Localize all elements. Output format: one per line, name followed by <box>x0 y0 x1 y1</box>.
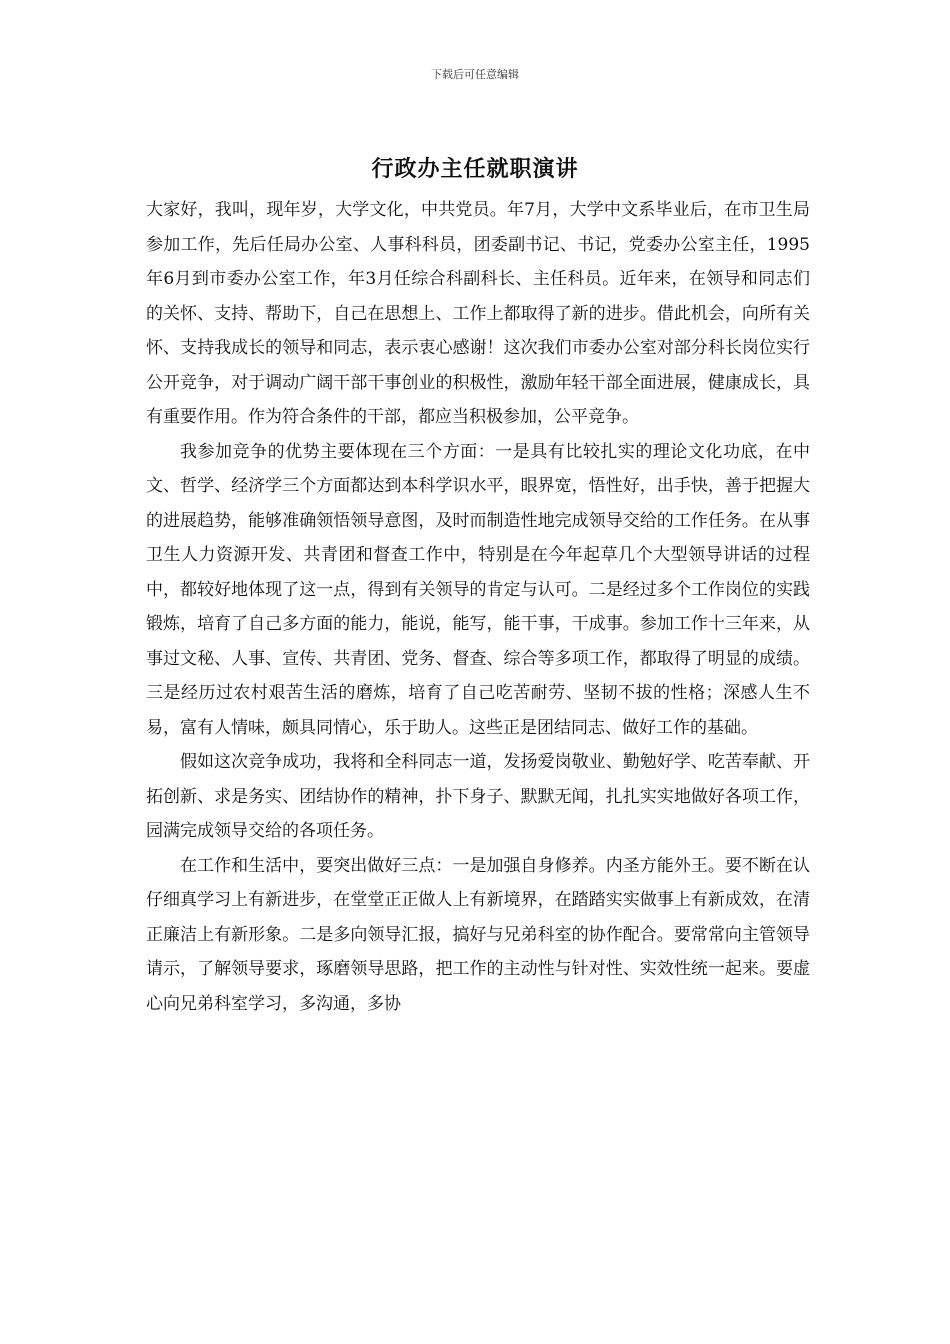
paragraph-intro: 大家好，我叫，现年岁，大学文化，中共党员。年7月，大学中文系毕业后，在市卫生局参加工作，先后任局办公室、人事科科员，团委副书记、书记，党委办公室主任，1995年6月到市委办公室工作，年3月任综合科副科长、主任科员。近年来，在领导和同志们的关怀、支持、帮助下，自己在思想上、工作上都取得了新的进步。借此机会，向所有关怀、支持我成长的领导和同志，表示衷心感谢！这次我们市委办公室对部分科长岗位实行公开竞争，对于调动广阔干部干事创业的积极性，激励年轻干部全面进展，健康成长，具有重要作用。作为符合条件的干部，都应当积极参加，公平竞争。 <box>146 200 810 427</box>
header-note: 下载后可任意编辑 <box>431 68 519 81</box>
paragraph-commitment: 假如这次竞争成功，我将和全科同志一道，发扬爱岗敬业、勤勉好学、吃苦奉献、开拓创新、求是务实、团结协作的精神，扑下身子、默默无闻，扎扎实实地做好各项工作，园满完成领导交给的各项任务。 <box>146 752 810 841</box>
document-body <box>146 193 810 1021</box>
paragraph-work-plan: 在工作和生活中，要突出做好三点：一是加强自身修养。内圣方能外王。要不断在认仔细真学习上有新进步，在堂堂正正做人上有新境界，在踏踏实实做事上有新成效，在清正廉洁上有新形象。二是多向领导汇报，搞好与兄弟科室的协作配合。要常常向主管领导请示，了解领导要求，琢磨领导思路，把工作的主动性与针对性、实效性统一起来。要虚心向兄弟科室学习，多沟通，多协 <box>146 855 810 1014</box>
document-title: 行政办主任就职演讲 <box>371 157 579 182</box>
paragraph-advantages: 我参加竞争的优势主要体现在三个方面：一是具有比较扎实的理论文化功底，在中文、哲学、经济学三个方面都达到本科学识水平，眼界宽，悟性好，出手快，善于把握大的进展趋势，能够准确领悟领导意图，及时而制造性地完成领导交给的工作任务。在从事卫生人力资源开发、共青团和督查工作中，特别是在今年起草几个大型领导讲话的过程中，都较好地体现了这一点，得到有关领导的肯定与认可。二是经过多个工作岗位的实践锻炼，培育了自己多方面的能力，能说，能写，能干事，干成事。参加工作十三年来，从事过文秘、人事、宣传、共青团、党务、督查、综合等多项工作，都取得了明显的成绩。三是经历过农村艰苦生活的磨炼，培育了自己吃苦耐劳、坚韧不拔的性格；深感人生不易，富有人情味，颇具同情心，乐于助人。这些正是团结同志、做好工作的基础。 <box>146 441 810 738</box>
